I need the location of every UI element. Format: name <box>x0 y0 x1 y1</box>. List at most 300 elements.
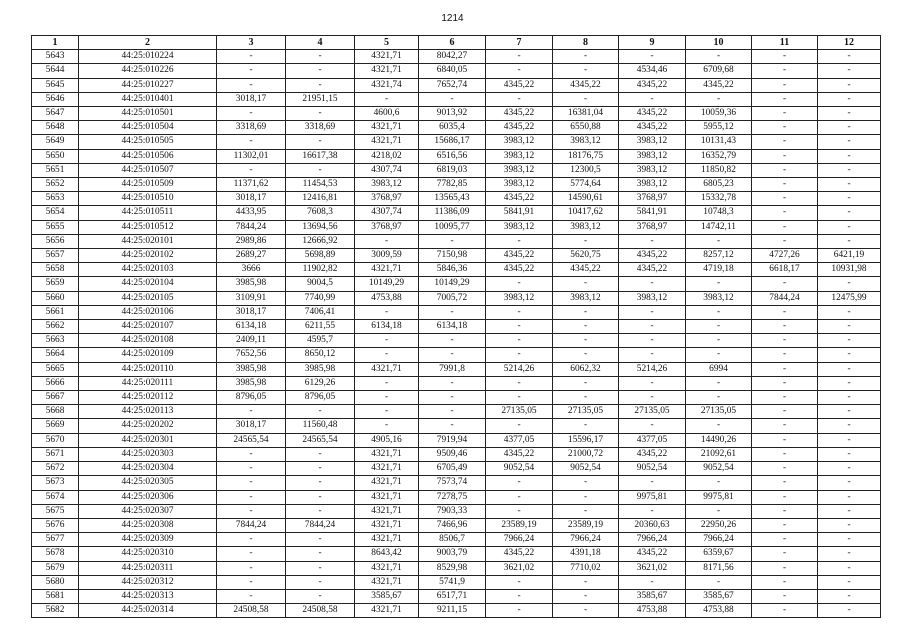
column-header: 5 <box>355 36 419 50</box>
table-row <box>32 518 881 532</box>
table-cell: - <box>486 575 553 589</box>
table-cell: - <box>818 149 881 163</box>
table-cell: 3009,59 <box>355 249 419 263</box>
table-cell: 44:25:020307 <box>79 504 217 518</box>
table-cell: 4719,18 <box>686 263 752 277</box>
table-cell: 4307,74 <box>355 163 419 177</box>
header-row <box>32 36 881 50</box>
table-cell: 44:25:010510 <box>79 192 217 206</box>
table-cell: 6421,19 <box>818 249 881 263</box>
table-cell: 5671 <box>32 447 79 461</box>
table-cell: 8796,05 <box>217 391 286 405</box>
table-cell: 4345,22 <box>486 107 553 121</box>
table-cell: 15686,17 <box>419 135 486 149</box>
table-cell: - <box>818 277 881 291</box>
table-row <box>32 178 881 192</box>
table-row <box>32 320 881 334</box>
table-cell: 4345,22 <box>486 547 553 561</box>
table-cell: 7844,24 <box>752 291 818 305</box>
table-cell: 14490,26 <box>686 433 752 447</box>
table-cell: 3983,12 <box>486 149 553 163</box>
table-cell: 5660 <box>32 291 79 305</box>
table-cell: - <box>752 192 818 206</box>
table-cell: 16352,79 <box>686 149 752 163</box>
table-cell: 5675 <box>32 504 79 518</box>
table-cell: 4345,22 <box>553 78 619 92</box>
table-cell: - <box>286 476 355 490</box>
table-cell: 44:25:020112 <box>79 391 217 405</box>
table-cell: 5663 <box>32 334 79 348</box>
table-cell: 9052,54 <box>619 462 686 476</box>
table-cell: 24565,54 <box>217 433 286 447</box>
table-cell: - <box>553 320 619 334</box>
table-cell: - <box>752 490 818 504</box>
table-cell: 5644 <box>32 64 79 78</box>
table-cell: - <box>686 234 752 248</box>
table-cell: 11454,53 <box>286 178 355 192</box>
table-cell: - <box>818 206 881 220</box>
table-cell: - <box>686 277 752 291</box>
table-cell: - <box>419 376 486 390</box>
table-cell: - <box>619 334 686 348</box>
table-cell: 27135,05 <box>486 405 553 419</box>
table-cell: - <box>752 149 818 163</box>
table-cell: - <box>486 92 553 106</box>
table-cell: - <box>286 575 355 589</box>
table-cell: 4321,71 <box>355 604 419 618</box>
table-cell: - <box>619 391 686 405</box>
table-cell: 3985,98 <box>286 362 355 376</box>
table-cell: 44:25:010226 <box>79 64 217 78</box>
table-cell: - <box>818 348 881 362</box>
column-header: 4 <box>286 36 355 50</box>
table-row <box>32 604 881 618</box>
table-cell: - <box>217 50 286 64</box>
table-cell: 3666 <box>217 263 286 277</box>
table-row <box>32 376 881 390</box>
table-cell: 3109,91 <box>217 291 286 305</box>
table-cell: - <box>752 504 818 518</box>
table-cell: - <box>619 575 686 589</box>
table-cell: 5658 <box>32 263 79 277</box>
table-cell: - <box>818 561 881 575</box>
table-cell: - <box>486 490 553 504</box>
table-cell: 7005,72 <box>419 291 486 305</box>
table-cell: - <box>419 348 486 362</box>
table-cell: 5673 <box>32 476 79 490</box>
table-cell: - <box>752 234 818 248</box>
table-cell: - <box>686 334 752 348</box>
table-cell: 44:25:010509 <box>79 178 217 192</box>
table-cell: - <box>286 504 355 518</box>
table-cell: 8506,7 <box>419 533 486 547</box>
table-row <box>32 334 881 348</box>
table-cell: 8650,12 <box>286 348 355 362</box>
table-cell: - <box>752 78 818 92</box>
table-cell: 7966,24 <box>486 533 553 547</box>
table-row <box>32 291 881 305</box>
table-cell: 5665 <box>32 362 79 376</box>
table-row <box>32 419 881 433</box>
column-header: 9 <box>619 36 686 50</box>
table-cell: 8042,27 <box>419 50 486 64</box>
table-row <box>32 589 881 603</box>
table-cell: - <box>818 376 881 390</box>
table-cell: - <box>355 305 419 319</box>
table-row <box>32 263 881 277</box>
table-cell: 7150,98 <box>419 249 486 263</box>
table-cell: 6819,03 <box>419 163 486 177</box>
table-cell: - <box>553 604 619 618</box>
table-cell: 4321,71 <box>355 561 419 575</box>
table-row <box>32 305 881 319</box>
table-cell: 4321,71 <box>355 490 419 504</box>
table-cell: - <box>818 589 881 603</box>
table-cell: - <box>286 547 355 561</box>
table-row <box>32 163 881 177</box>
table-cell: 4321,71 <box>355 447 419 461</box>
table-cell: - <box>486 50 553 64</box>
table-cell: - <box>486 277 553 291</box>
table-cell: - <box>286 64 355 78</box>
table-cell: 44:25:020102 <box>79 249 217 263</box>
table-cell: - <box>686 476 752 490</box>
table-cell: - <box>752 277 818 291</box>
table-row <box>32 107 881 121</box>
table-cell: 5620,75 <box>553 249 619 263</box>
table-cell: 7966,24 <box>619 533 686 547</box>
table-cell: - <box>486 476 553 490</box>
table-cell: 44:25:020111 <box>79 376 217 390</box>
table-cell: - <box>553 305 619 319</box>
table-cell: - <box>752 305 818 319</box>
table-cell: - <box>686 504 752 518</box>
table-cell: - <box>217 476 286 490</box>
table-cell: 5653 <box>32 192 79 206</box>
table-cell: - <box>752 320 818 334</box>
table-cell: 9975,81 <box>686 490 752 504</box>
table-cell: 3018,17 <box>217 305 286 319</box>
table-cell: - <box>818 64 881 78</box>
table-cell: 5645 <box>32 78 79 92</box>
table-cell: 7278,75 <box>419 490 486 504</box>
table-cell: 4345,22 <box>486 192 553 206</box>
table-cell: 7466,96 <box>419 518 486 532</box>
table-cell: 4905,16 <box>355 433 419 447</box>
table-cell: 11560,48 <box>286 419 355 433</box>
table-cell: 4345,22 <box>486 447 553 461</box>
table-cell: 27135,05 <box>619 405 686 419</box>
table-cell: - <box>752 220 818 234</box>
table-cell: 44:25:020312 <box>79 575 217 589</box>
table-row <box>32 277 881 291</box>
table-row <box>32 462 881 476</box>
column-header: 2 <box>79 36 217 50</box>
table-row <box>32 476 881 490</box>
table-cell: 5667 <box>32 391 79 405</box>
table-cell: - <box>752 419 818 433</box>
table-cell: 10748,3 <box>686 206 752 220</box>
table-row <box>32 234 881 248</box>
table-cell: 3985,98 <box>217 277 286 291</box>
column-header: 11 <box>752 36 818 50</box>
table-cell: 7966,24 <box>686 533 752 547</box>
table-cell: 4345,22 <box>553 263 619 277</box>
table-cell: - <box>818 178 881 192</box>
table-cell: 44:25:010227 <box>79 78 217 92</box>
table-cell: 44:25:020103 <box>79 263 217 277</box>
table-cell: - <box>553 490 619 504</box>
table-cell: - <box>553 391 619 405</box>
table-cell: 6516,56 <box>419 149 486 163</box>
table-cell: 3983,12 <box>619 178 686 192</box>
table-cell: 4345,22 <box>486 263 553 277</box>
table-cell: 21000,72 <box>553 447 619 461</box>
table-cell: 6517,71 <box>419 589 486 603</box>
table-cell: - <box>818 405 881 419</box>
table-cell: - <box>553 504 619 518</box>
table-cell: - <box>686 305 752 319</box>
table-cell: 44:25:020101 <box>79 234 217 248</box>
column-header: 8 <box>553 36 619 50</box>
table-cell: 4600,6 <box>355 107 419 121</box>
table-cell: 4345,22 <box>486 121 553 135</box>
table-cell: 3983,12 <box>486 220 553 234</box>
table-cell: - <box>286 50 355 64</box>
table-cell: - <box>286 533 355 547</box>
table-cell: 24565,54 <box>286 433 355 447</box>
table-cell: - <box>486 419 553 433</box>
table-cell: - <box>818 305 881 319</box>
table-cell: - <box>553 589 619 603</box>
table-cell: - <box>286 447 355 461</box>
table-cell: 5647 <box>32 107 79 121</box>
table-cell: 3985,98 <box>217 362 286 376</box>
table-cell: 5680 <box>32 575 79 589</box>
table-cell: 13694,56 <box>286 220 355 234</box>
table-cell: - <box>752 433 818 447</box>
table-cell: - <box>818 604 881 618</box>
table-cell: - <box>818 192 881 206</box>
table-cell: 12416,81 <box>286 192 355 206</box>
table-cell: 44:25:020106 <box>79 305 217 319</box>
table-cell: 7608,3 <box>286 206 355 220</box>
table-cell: - <box>486 504 553 518</box>
table-cell: - <box>752 533 818 547</box>
table-cell: 5657 <box>32 249 79 263</box>
table-cell: - <box>553 334 619 348</box>
table-row <box>32 504 881 518</box>
table-cell: - <box>752 206 818 220</box>
table-cell: - <box>752 462 818 476</box>
table-cell: 4345,22 <box>619 78 686 92</box>
table-cell: 5661 <box>32 305 79 319</box>
table-cell: 6709,68 <box>686 64 752 78</box>
table-cell: 5214,26 <box>486 362 553 376</box>
table-cell: 11902,82 <box>286 263 355 277</box>
table-cell: 4321,71 <box>355 462 419 476</box>
table-cell: 6134,18 <box>419 320 486 334</box>
table-cell: 4321,71 <box>355 121 419 135</box>
table-cell: - <box>818 433 881 447</box>
table-cell: 5955,12 <box>686 121 752 135</box>
table-cell: 4345,22 <box>619 121 686 135</box>
table-cell: 16381,04 <box>553 107 619 121</box>
table-row <box>32 220 881 234</box>
table-header <box>32 36 881 50</box>
table-cell: - <box>818 391 881 405</box>
table-cell: 7844,24 <box>286 518 355 532</box>
table-cell: - <box>419 419 486 433</box>
table-cell: - <box>553 50 619 64</box>
table-cell: 10095,77 <box>419 220 486 234</box>
table-cell: 2689,27 <box>217 249 286 263</box>
table-cell: - <box>217 589 286 603</box>
table-cell: 6805,23 <box>686 178 752 192</box>
table-cell: 7991,8 <box>419 362 486 376</box>
table-cell: 24508,58 <box>217 604 286 618</box>
table-row <box>32 249 881 263</box>
table-cell: - <box>286 107 355 121</box>
table-cell: - <box>553 575 619 589</box>
table-cell: 9975,81 <box>619 490 686 504</box>
table-cell: - <box>419 234 486 248</box>
table-cell: 10059,36 <box>686 107 752 121</box>
table-cell: 4321,71 <box>355 135 419 149</box>
table-cell: - <box>553 376 619 390</box>
table-cell: 44:25:020110 <box>79 362 217 376</box>
table-cell: - <box>818 320 881 334</box>
table-cell: 14742,11 <box>686 220 752 234</box>
table-cell: 6705,49 <box>419 462 486 476</box>
table-cell: 11386,09 <box>419 206 486 220</box>
table-cell: 3983,12 <box>619 149 686 163</box>
table-cell: 5655 <box>32 220 79 234</box>
table-cell: - <box>686 320 752 334</box>
table-cell: 16617,38 <box>286 149 355 163</box>
table-row <box>32 362 881 376</box>
table-cell: 7740,99 <box>286 291 355 305</box>
table-cell: - <box>818 334 881 348</box>
table-cell: 27135,05 <box>553 405 619 419</box>
table-row <box>32 78 881 92</box>
table-cell: 23589,19 <box>553 518 619 532</box>
table-cell: - <box>355 234 419 248</box>
table-cell: 44:25:010224 <box>79 50 217 64</box>
table-row <box>32 433 881 447</box>
table-cell: 4377,05 <box>486 433 553 447</box>
table-cell: - <box>818 504 881 518</box>
table-cell: 3768,97 <box>619 192 686 206</box>
table-cell: 11302,01 <box>217 149 286 163</box>
table-cell: 44:25:010505 <box>79 135 217 149</box>
table-cell: 3983,12 <box>486 291 553 305</box>
table-row <box>32 206 881 220</box>
table-row <box>32 405 881 419</box>
table-cell: - <box>355 92 419 106</box>
table-cell: - <box>619 320 686 334</box>
table-cell: 44:25:020109 <box>79 348 217 362</box>
table-cell: - <box>619 92 686 106</box>
table-cell: 44:25:020313 <box>79 589 217 603</box>
table-cell: 9013,92 <box>419 107 486 121</box>
table-cell: - <box>355 334 419 348</box>
table-cell: - <box>818 163 881 177</box>
table-cell: 4345,22 <box>619 107 686 121</box>
table-cell: 3621,02 <box>619 561 686 575</box>
table-cell: 3018,17 <box>217 92 286 106</box>
table-cell: - <box>217 547 286 561</box>
table-cell: 8643,42 <box>355 547 419 561</box>
table-cell: 8529,98 <box>419 561 486 575</box>
table-cell: - <box>553 234 619 248</box>
table-cell: - <box>818 50 881 64</box>
table-cell: 13565,43 <box>419 192 486 206</box>
table-cell: 7652,74 <box>419 78 486 92</box>
table-cell: 5666 <box>32 376 79 390</box>
table-cell: - <box>752 107 818 121</box>
table-row <box>32 490 881 504</box>
table-cell: 7573,74 <box>419 476 486 490</box>
table-cell: 44:25:020301 <box>79 433 217 447</box>
table-cell: 4321,71 <box>355 476 419 490</box>
table-cell: 5698,89 <box>286 249 355 263</box>
table-cell: 2989,86 <box>217 234 286 248</box>
table-cell: 5677 <box>32 533 79 547</box>
table-cell: 14590,61 <box>553 192 619 206</box>
table-cell: 4727,26 <box>752 249 818 263</box>
table-cell: 9052,54 <box>686 462 752 476</box>
table-cell: 5674 <box>32 490 79 504</box>
table-cell: 8171,56 <box>686 561 752 575</box>
table-cell: 4753,88 <box>355 291 419 305</box>
table-cell: - <box>686 376 752 390</box>
table-cell: 4345,22 <box>619 447 686 461</box>
table-cell: 3585,67 <box>355 589 419 603</box>
table-cell: 5668 <box>32 405 79 419</box>
table-cell: - <box>486 64 553 78</box>
table-cell: 44:25:020308 <box>79 518 217 532</box>
column-header: 12 <box>818 36 881 50</box>
table-cell: 15596,17 <box>553 433 619 447</box>
table-cell: - <box>752 561 818 575</box>
table-cell: - <box>217 561 286 575</box>
table-cell: - <box>355 419 419 433</box>
table-cell: - <box>752 518 818 532</box>
table-cell: - <box>486 376 553 390</box>
table-cell: 3983,12 <box>486 163 553 177</box>
table-cell: - <box>486 320 553 334</box>
table-cell: 4345,22 <box>619 547 686 561</box>
table-cell: 5650 <box>32 149 79 163</box>
table-cell: 7406,41 <box>286 305 355 319</box>
table-cell: - <box>553 348 619 362</box>
table-cell: 4321,74 <box>355 78 419 92</box>
table-cell: 5662 <box>32 320 79 334</box>
table-cell: - <box>553 419 619 433</box>
table-cell: 5741,9 <box>419 575 486 589</box>
table-cell: - <box>619 234 686 248</box>
table-cell: - <box>286 135 355 149</box>
table-cell: 5654 <box>32 206 79 220</box>
table-cell: - <box>686 419 752 433</box>
table-cell: 5664 <box>32 348 79 362</box>
table-cell: - <box>818 547 881 561</box>
table-body <box>32 50 881 618</box>
table-cell: 4321,71 <box>355 533 419 547</box>
table-cell: 3983,12 <box>619 135 686 149</box>
column-header: 7 <box>486 36 553 50</box>
